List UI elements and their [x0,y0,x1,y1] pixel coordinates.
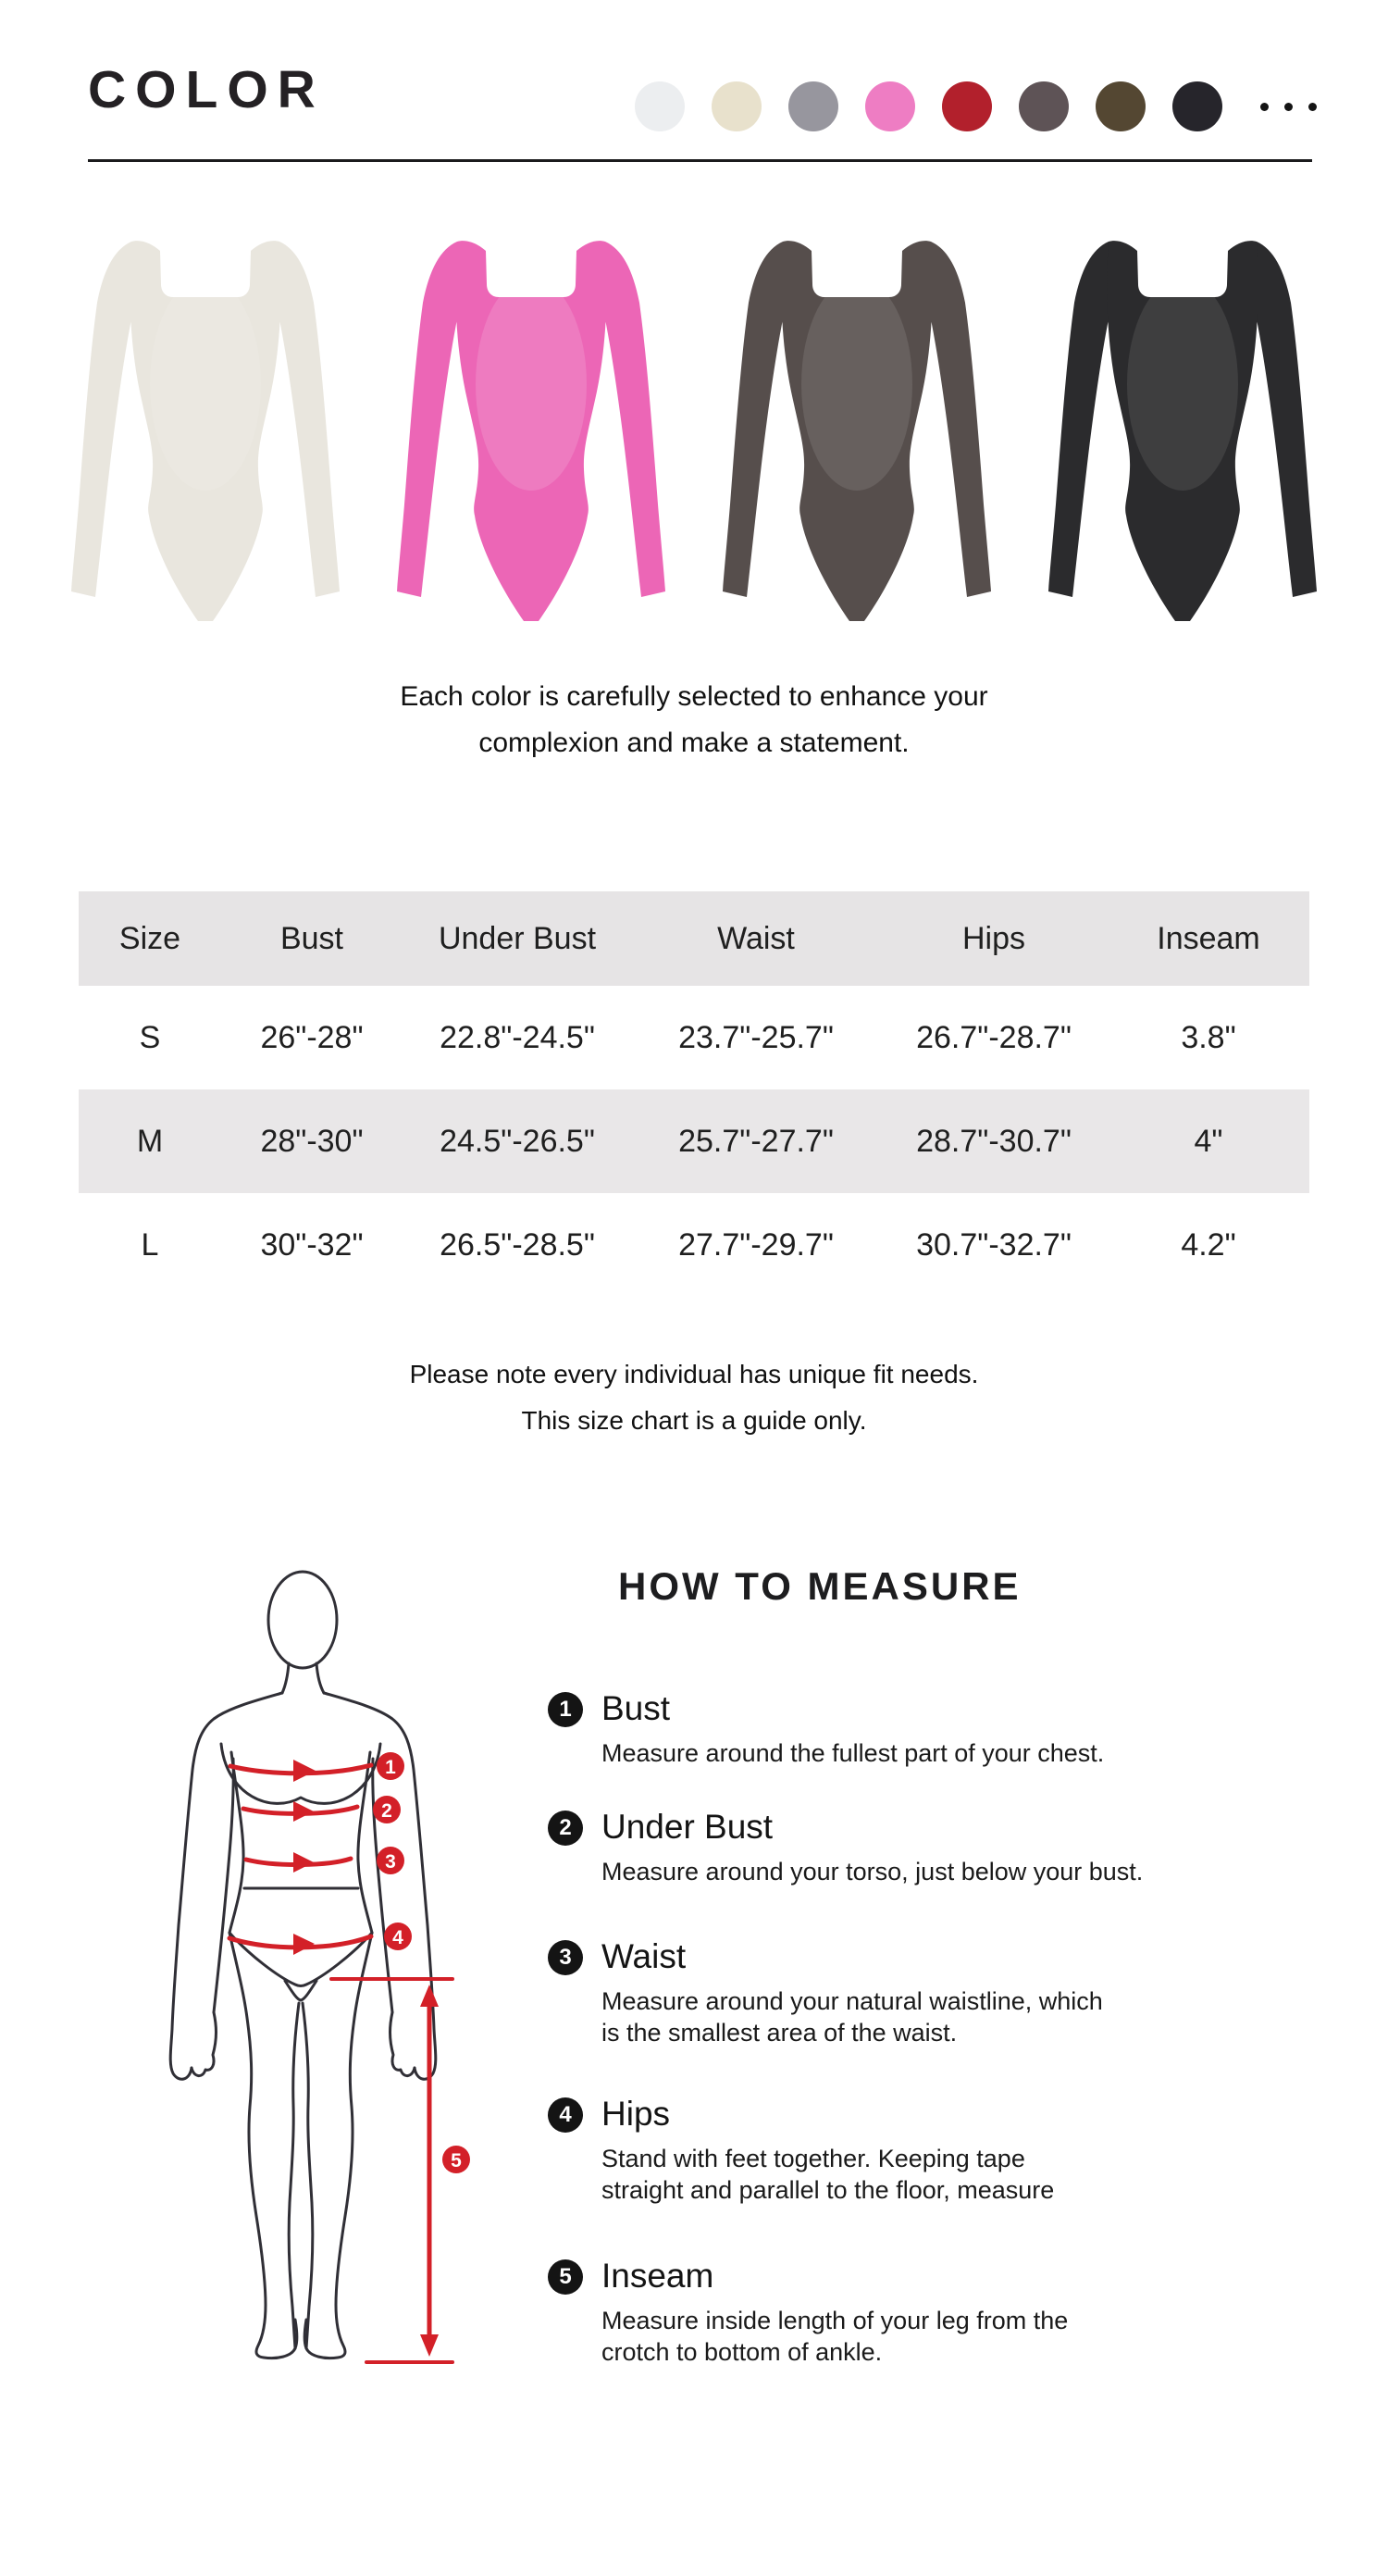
product-images-row [0,227,1388,634]
cell-size: S [139,1019,161,1055]
left-sleeve [71,242,140,597]
cell-size: L [141,1226,159,1263]
more-colors-icon[interactable] [1260,81,1317,131]
figure-marker-3-number: 3 [385,1851,396,1873]
size-chart-header-row [79,891,1309,986]
cell-waist: 27.7"-29.7" [678,1226,834,1263]
measure-item-body [601,1806,1143,1887]
cell-waist: 25.7"-27.7" [678,1123,834,1159]
right-sleeve [597,242,665,597]
column-header-hips: Hips [961,920,1026,956]
measure-item-under-bust [548,1806,1143,1887]
measure-item-title: Bust [601,1689,671,1727]
column-header-waist: Waist [717,920,795,956]
how-to-measure-title: HOW TO MEASURE [618,1564,1022,1608]
cell-hips: 26.7"-28.7" [916,1019,1072,1055]
measurement-instructions [548,1677,1144,2418]
cell-inseam: 3.8" [1181,1019,1236,1055]
bodysuit-image-brown [718,227,996,634]
fabric-highlight [150,278,261,491]
color-swatch-gray[interactable] [788,81,838,131]
color-swatch-pink[interactable] [865,81,915,131]
table-row-l [79,1193,1309,1297]
cell-under-bust: 24.5"-26.5" [440,1123,595,1159]
right-sleeve [923,242,991,597]
inseam-arrowhead-down-icon [420,2334,439,2357]
measure-item-body [601,2093,1054,2206]
measurement-figure-diagram [153,1562,541,2396]
left-sleeve [1048,242,1117,597]
step-4-badge: 4 [548,2097,583,2133]
color-swatch-black[interactable] [1172,81,1222,131]
measure-item-hips [548,2093,1054,2206]
column-header-inseam: Inseam [1157,920,1260,956]
cell-inseam: 4.2" [1181,1226,1236,1263]
page-title: COLOR [88,60,325,119]
figure-marker-2-number: 2 [381,1800,392,1822]
left-sleeve [397,242,465,597]
measure-item-waist [548,1935,1103,2048]
bodysuit-image-pink [392,227,670,634]
cell-inseam: 4" [1194,1123,1223,1159]
desc-line: Measure inside length of your leg from the [601,2307,1069,2334]
inseam-arrowhead-up-icon [420,1985,439,2007]
color-swatch-cream[interactable] [712,81,762,131]
desc-line: Stand with feet together. Keeping tape [601,2145,1025,2172]
column-header-under-bust: Under Bust [438,920,597,956]
bust-arrowhead-icon [293,1760,316,1782]
measure-item-desc [601,2143,1054,2206]
bodysuit-shape [1048,241,1317,621]
bodysuit-shape [71,241,340,621]
cell-hips: 28.7"-30.7" [916,1123,1072,1159]
color-swatch-row [635,81,1317,131]
size-note-line1: Please note every individual has unique fit needs. [409,1360,979,1388]
ellipsis-dot [1308,103,1317,111]
measure-item-inseam [548,2255,1068,2368]
measure-item-body [601,1687,1104,1769]
table-row-m [79,1089,1309,1193]
color-swatch-red[interactable] [942,81,992,131]
color-swatch-white[interactable] [635,81,685,131]
right-sleeve [271,242,340,597]
fabric-highlight [801,278,912,491]
cell-under-bust: 26.5"-28.5" [440,1226,595,1263]
table-row-s [79,986,1309,1089]
figure-marker-5-number: 5 [451,2150,462,2172]
column-header-bust: Bust [279,920,344,956]
size-chart-table [79,891,1309,1297]
color-swatch-taupe[interactable] [1019,81,1069,131]
step-5-badge: 5 [548,2259,583,2295]
desc-line: is the smallest area of the waist. [601,2019,958,2047]
cell-under-bust: 22.8"-24.5" [440,1019,595,1055]
header-divider [88,159,1312,162]
measure-item-bust [548,1687,1104,1769]
step-2-badge: 2 [548,1811,583,1846]
fabric-highlight [476,278,587,491]
cell-bust: 26"-28" [260,1019,364,1055]
step-1-badge: 1 [548,1692,583,1727]
waist-arrowhead-icon [293,1852,314,1873]
measure-item-desc [601,2305,1068,2368]
measure-item-body [601,2255,1068,2368]
color-description-line1: Each color is carefully selected to enhance your [400,681,988,712]
figure-marker-4-number: 4 [392,1927,403,1948]
cell-waist: 23.7"-25.7" [678,1019,834,1055]
measure-item-title: Waist [601,1937,687,1975]
desc-line: Measure around your natural waistline, which [601,1987,1103,2015]
size-note [0,1351,1388,1444]
step-3-badge: 3 [548,1940,583,1975]
cell-hips: 30.7"-32.7" [916,1226,1072,1263]
color-swatch-brown[interactable] [1096,81,1146,131]
measure-item-desc [601,1985,1103,2048]
figure-marker-1-number: 1 [385,1757,396,1778]
left-sleeve [723,242,791,597]
measure-item-title: Under Bust [601,1808,774,1846]
bodysuit-image-cream [67,227,344,634]
size-note-line2: This size chart is a guide only. [521,1406,867,1435]
hips-arrowhead-icon [293,1934,315,1955]
desc-line: Measure around the fullest part of your chest. [601,1739,1105,1767]
cell-bust: 30"-32" [260,1226,364,1263]
ellipsis-dot [1260,103,1269,111]
desc-line: crotch to bottom of ankle. [601,2338,883,2366]
bodysuit-shape [397,241,665,621]
measure-item-title: Inseam [601,2257,714,2295]
cell-bust: 28"-30" [260,1123,364,1159]
color-description [0,674,1388,766]
bodysuit-shape [723,241,991,621]
ellipsis-dot [1284,103,1293,111]
measure-item-body [601,1935,1103,2048]
column-header-size: Size [118,920,181,956]
desc-line: Measure around your torso, just below your bust. [601,1858,1144,1885]
color-description-line2: complexion and make a statement. [478,728,910,758]
measure-item-desc [601,1856,1143,1887]
measure-item-desc [601,1737,1104,1769]
right-sleeve [1248,242,1317,597]
cell-size: M [136,1123,164,1159]
body-outline [170,1572,436,2358]
under-bust-arrowhead-icon [293,1801,314,1822]
bodysuit-image-black [1044,227,1321,634]
desc-line: straight and parallel to the floor, measure [601,2176,1055,2204]
fabric-highlight [1127,278,1238,491]
measure-item-title: Hips [601,2095,671,2133]
